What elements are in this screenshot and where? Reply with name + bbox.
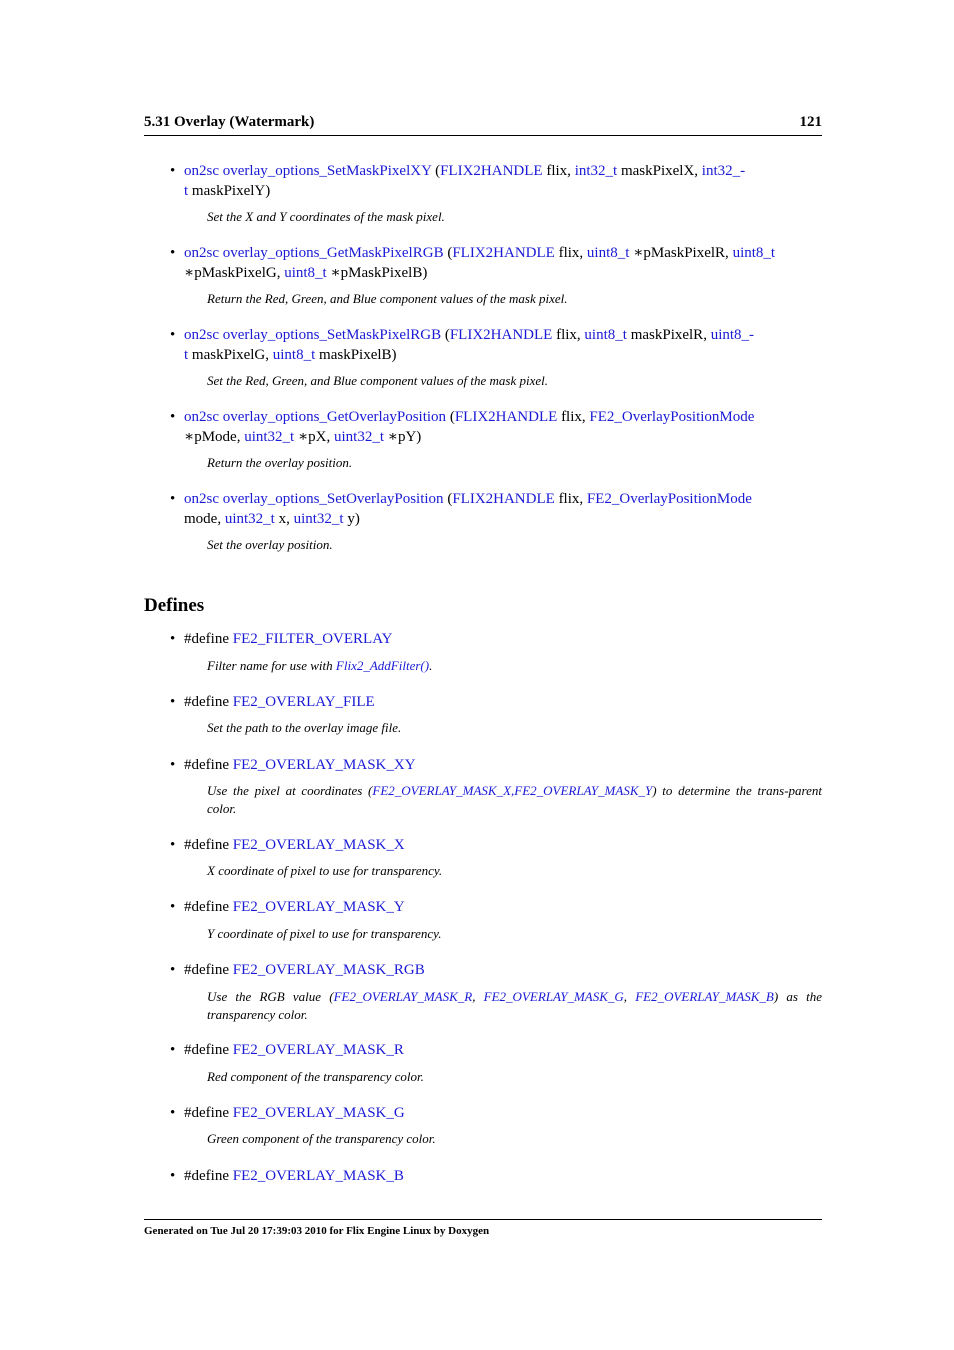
- define-signature: [184, 1041, 822, 1061]
- bullet: •: [170, 163, 176, 179]
- desc-link[interactable]: FE2_OVERLAY_MASK_R: [333, 988, 473, 1004]
- define-item: [144, 836, 822, 899]
- param-type-link[interactable]: uint8_t: [284, 264, 327, 281]
- define-keyword: #define: [184, 1042, 229, 1059]
- define-signature: [184, 898, 822, 918]
- prefix-link[interactable]: on2sc: [184, 163, 219, 179]
- param-name: flix,: [561, 409, 586, 425]
- define-description: [207, 657, 822, 675]
- param-name: y): [347, 510, 360, 527]
- param-name: x,: [278, 510, 290, 527]
- desc-link[interactable]: FE2_OVERLAY_MASK_B: [635, 988, 774, 1004]
- param-type-link[interactable]: int32_-: [701, 163, 746, 179]
- define-signature: [184, 756, 822, 776]
- define-description: [207, 988, 822, 1024]
- define-description: Red component of the transparency color.: [207, 1068, 424, 1084]
- define-keyword: #define: [184, 899, 229, 916]
- param-name: ∗pY): [387, 428, 422, 445]
- define-description: Green component of the transparency color.: [207, 1131, 436, 1147]
- page-content: [144, 162, 822, 1186]
- desc-text: Use the RGB value (: [207, 988, 334, 1004]
- bullet: •: [170, 836, 176, 853]
- param-type-link-cont[interactable]: t: [184, 346, 189, 363]
- function-name-link[interactable]: overlay_options_SetMaskPixelRGB: [222, 327, 442, 343]
- define-description: [207, 782, 822, 818]
- bullet: •: [170, 693, 176, 710]
- define-name-link[interactable]: FE2_OVERLAY_MASK_Y: [232, 899, 405, 916]
- prefix-link[interactable]: on2sc: [184, 491, 219, 507]
- function-signature: on2sc overlay_options_GetOverlayPosition (FLIX2HANDLE flix, FE2_OverlayPositionMode ∗pMode, uint32_t ∗pX, uint32_t ∗pY): [184, 409, 755, 445]
- bullet: •: [170, 899, 176, 916]
- define-keyword: #define: [184, 693, 229, 710]
- desc-text: ,: [623, 988, 636, 1004]
- param-name: ∗pMaskPixelB): [330, 264, 428, 281]
- function-item: [144, 490, 822, 572]
- section-heading: 5.31 Overlay (Watermark): [144, 114, 315, 130]
- define-signature: [184, 836, 822, 856]
- prefix-link[interactable]: on2sc: [184, 327, 219, 343]
- bullet: •: [170, 1042, 176, 1059]
- param-name: ∗pMode,: [184, 428, 241, 445]
- param-name: flix,: [558, 491, 584, 507]
- bullet: •: [170, 1167, 176, 1184]
- param-type-link[interactable]: uint8_t: [732, 245, 776, 261]
- define-item: [144, 898, 822, 961]
- bullet: •: [170, 327, 176, 343]
- page-footer: [144, 1219, 822, 1237]
- param-type-link[interactable]: FLIX2HANDLE: [452, 491, 555, 507]
- param-type-link[interactable]: FE2_OverlayPositionMode: [589, 409, 755, 425]
- page-number: 121: [799, 114, 822, 130]
- defines-heading: Defines: [144, 595, 205, 616]
- define-name-link[interactable]: FE2_OVERLAY_MASK_RGB: [232, 962, 425, 979]
- define-keyword: #define: [184, 836, 229, 853]
- param-type-link[interactable]: uint8_-: [710, 327, 755, 343]
- function-name-link[interactable]: overlay_options_GetMaskPixelRGB: [222, 245, 444, 261]
- define-signature: [184, 693, 822, 713]
- define-keyword: #define: [184, 1167, 229, 1184]
- function-description: Set the X and Y coordinates of the mask pixel.: [207, 209, 445, 224]
- function-item: [144, 162, 822, 244]
- param-type-link[interactable]: uint8_t: [586, 245, 630, 261]
- desc-link[interactable]: FE2_OVERLAY_MASK_G: [483, 988, 624, 1004]
- bullet: •: [170, 1104, 176, 1121]
- define-name-link[interactable]: FE2_OVERLAY_MASK_XY: [232, 756, 416, 773]
- function-item: [144, 408, 822, 490]
- param-type-link[interactable]: FLIX2HANDLE: [440, 163, 543, 179]
- desc-text: ) to determine the trans-parent color.: [207, 783, 822, 817]
- param-name: ∗pMaskPixelR,: [633, 245, 729, 261]
- desc-text: ,: [472, 988, 484, 1004]
- prefix-link[interactable]: on2sc: [184, 245, 219, 261]
- desc-text: Filter name for use with: [207, 657, 336, 673]
- define-keyword: #define: [184, 1104, 229, 1121]
- bullet: •: [170, 491, 176, 507]
- param-name: maskPixelY): [191, 182, 271, 199]
- param-name: maskPixelX,: [620, 163, 699, 179]
- param-type-link[interactable]: uint32_t: [293, 510, 344, 527]
- param-type-link[interactable]: int32_t: [574, 163, 618, 179]
- define-signature: [184, 1167, 822, 1187]
- param-name: maskPixelG,: [191, 346, 270, 363]
- define-item: [144, 1104, 822, 1167]
- prefix-link[interactable]: on2sc: [184, 409, 219, 425]
- param-type-link-cont[interactable]: t: [184, 182, 189, 199]
- function-description: Return the Red, Green, and Blue component values of the mask pixel.: [207, 291, 568, 306]
- param-type-link[interactable]: uint32_t: [224, 510, 275, 527]
- function-description: Set the Red, Green, and Blue component values of the mask pixel.: [207, 373, 549, 388]
- define-keyword: #define: [184, 756, 229, 773]
- param-name: flix,: [546, 163, 571, 179]
- function-name-link[interactable]: overlay_options_GetOverlayPosition: [222, 409, 447, 425]
- define-description: Set the path to the overlay image file.: [207, 720, 402, 736]
- param-name: flix,: [556, 327, 581, 343]
- define-name-link[interactable]: FE2_OVERLAY_MASK_X: [232, 836, 405, 853]
- param-type-link[interactable]: FLIX2HANDLE: [454, 409, 558, 425]
- bullet: •: [170, 409, 176, 425]
- param-type-link[interactable]: uint32_t: [334, 428, 385, 445]
- desc-link[interactable]: FE2_OVERLAY_MASK_X,FE2_OVERLAY_MASK_Y: [372, 783, 653, 799]
- function-signature: on2sc overlay_options_SetMaskPixelXY (FLIX2HANDLE flix, int32_t maskPixelX, int32_- t maskPixelY): [184, 163, 746, 199]
- param-type-link[interactable]: FLIX2HANDLE: [449, 327, 553, 343]
- define-description: X coordinate of pixel to use for transparency.: [207, 863, 443, 879]
- define-keyword: #define: [184, 962, 229, 979]
- define-name-link[interactable]: FE2_OVERLAY_MASK_R: [232, 1042, 404, 1059]
- desc-text: Use the pixel at coordinates (: [207, 783, 373, 799]
- param-type-link[interactable]: uint8_t: [584, 327, 627, 343]
- function-description: Set the overlay position.: [207, 537, 333, 552]
- page-header: [144, 113, 822, 136]
- footer-text: Generated on Tue Jul 20 17:39:03 2010 for Flix Engine Linux by Doxygen: [144, 1225, 490, 1237]
- define-item: [144, 756, 822, 836]
- define-description: Y coordinate of pixel to use for transparency.: [207, 925, 442, 941]
- function-name-link[interactable]: overlay_options_SetOverlayPosition: [222, 491, 444, 507]
- param-type-link[interactable]: uint8_t: [272, 346, 316, 363]
- param-name: ∗pX,: [297, 428, 331, 445]
- function-item: [144, 244, 822, 326]
- define-signature: [184, 1104, 822, 1124]
- param-name: flix,: [558, 245, 584, 261]
- param-type-link[interactable]: uint32_t: [244, 428, 295, 445]
- bullet: •: [170, 245, 176, 261]
- desc-text: ) as the transparency color.: [207, 988, 823, 1022]
- param-name: ∗pMaskPixelG,: [184, 264, 281, 281]
- define-name-link[interactable]: FE2_OVERLAY_MASK_G: [232, 1104, 405, 1121]
- function-signature: on2sc overlay_options_SetMaskPixelRGB (FLIX2HANDLE flix, uint8_t maskPixelR, uint8_- t maskPixelG, uint8_t maskPixelB): [184, 327, 755, 363]
- define-name-link[interactable]: FE2_OVERLAY_FILE: [232, 693, 375, 710]
- define-signature: [184, 630, 822, 650]
- define-keyword: #define: [184, 631, 229, 647]
- bullet: •: [170, 756, 176, 773]
- function-item: [144, 326, 822, 408]
- function-signature: on2sc overlay_options_GetMaskPixelRGB (FLIX2HANDLE flix, uint8_t ∗pMaskPixelR, uint8_t ∗pMaskPixelG, uint8_t ∗pMaskPixelB): [184, 245, 776, 281]
- param-name: maskPixelB): [319, 346, 397, 363]
- define-item: [144, 630, 822, 693]
- desc-link[interactable]: Flix2_AddFilter(): [335, 657, 430, 673]
- bullet: •: [170, 631, 176, 647]
- define-name-link[interactable]: FE2_FILTER_OVERLAY: [232, 631, 393, 647]
- param-type-link[interactable]: FLIX2HANDLE: [452, 245, 555, 261]
- desc-text: .: [429, 657, 433, 673]
- param-name: mode,: [184, 510, 222, 527]
- param-type-link[interactable]: FE2_OverlayPositionMode: [586, 491, 752, 507]
- define-item: [144, 1167, 822, 1187]
- define-item: [144, 693, 822, 756]
- define-item: [144, 1041, 822, 1104]
- param-name: maskPixelR,: [630, 327, 707, 343]
- function-signature: on2sc overlay_options_SetOverlayPosition (FLIX2HANDLE flix, FE2_OverlayPositionMode mode, uint32_t x, uint32_t y): [184, 491, 752, 527]
- bullet: •: [170, 962, 176, 979]
- function-name-link[interactable]: overlay_options_SetMaskPixelXY: [222, 163, 432, 179]
- define-name-link[interactable]: FE2_OVERLAY_MASK_B: [232, 1167, 404, 1184]
- define-signature: [184, 961, 822, 981]
- define-item: [144, 961, 822, 1041]
- function-description: Return the overlay position.: [207, 455, 353, 470]
